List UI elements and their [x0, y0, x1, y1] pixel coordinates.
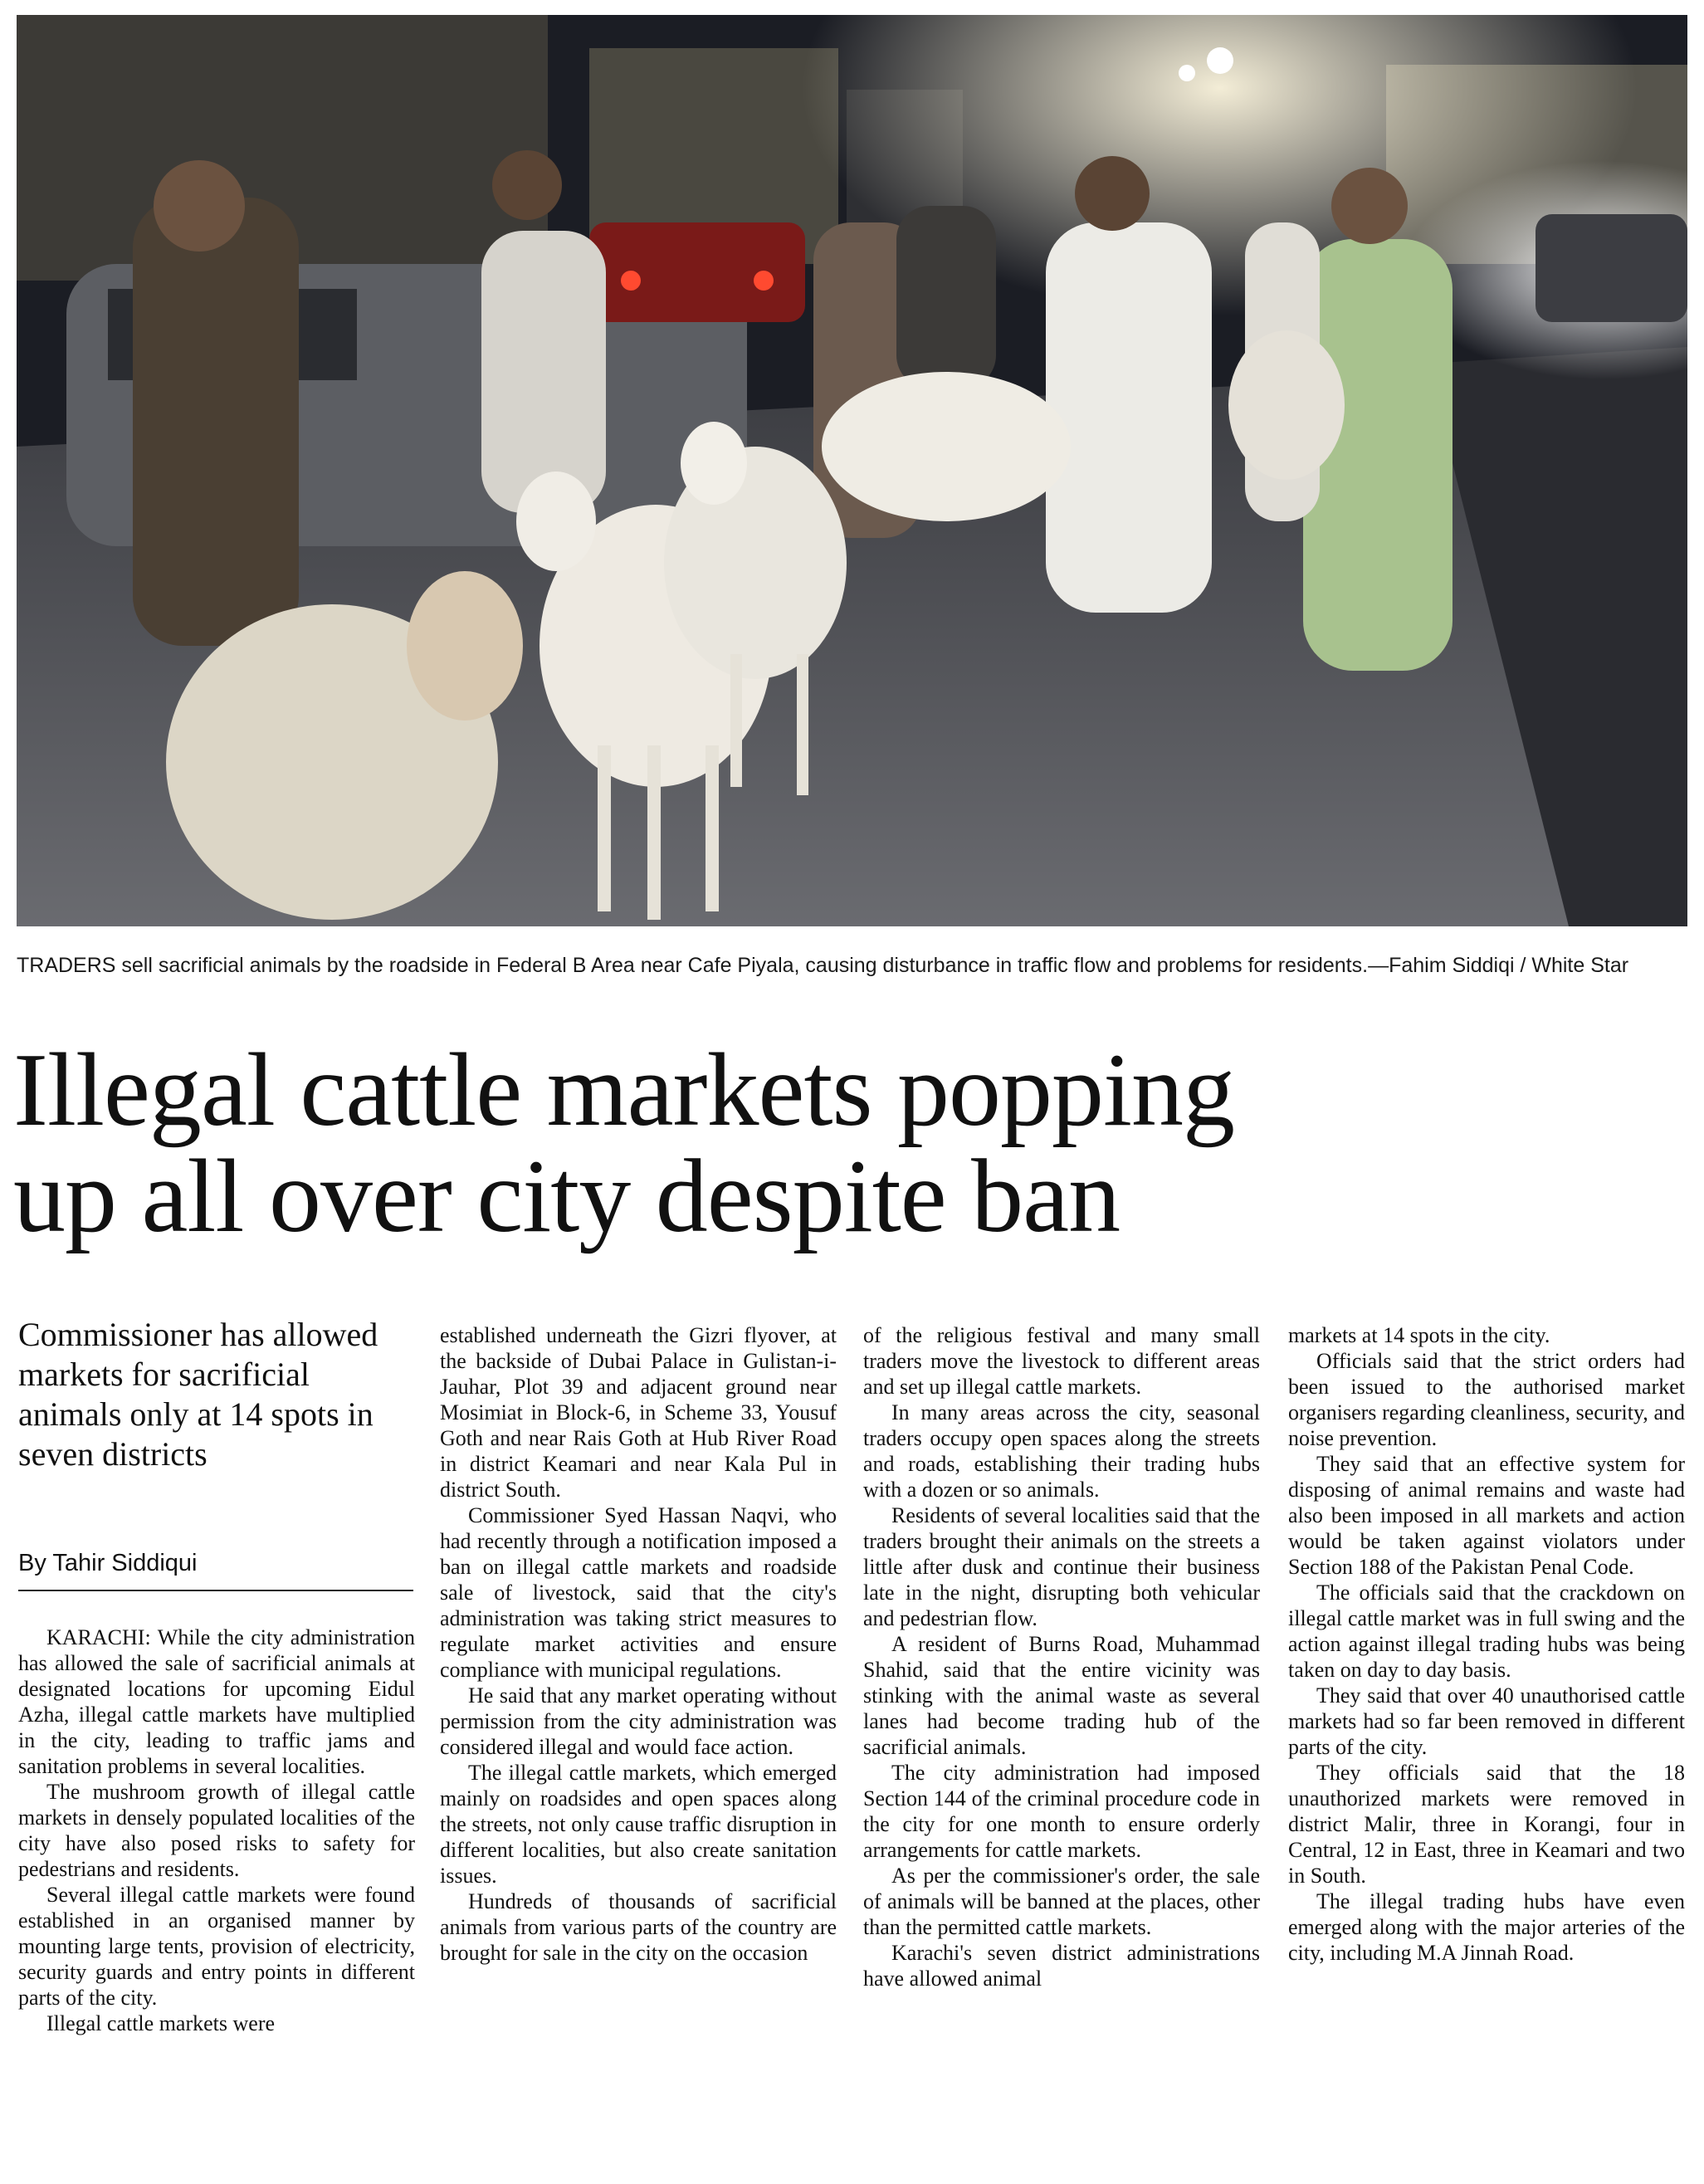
- article-column-1: [18, 1625, 415, 2172]
- headline-line-2: up all over city despite ban: [13, 1139, 1121, 1254]
- paragraph: Several illegal cattle markets were found established in an organised manner by mounting large tents, provision of electricity, security guards and entry points in different parts of the city.: [18, 1883, 415, 2010]
- paragraph-continued: of the religious festival and many small traders move the livestock to different areas and set up illegal cattle markets.: [863, 1323, 1260, 1399]
- paragraph: They said that over 40 unauthorised cattle markets had so far been removed in different parts of the city.: [1288, 1683, 1685, 1759]
- paragraph: The officials said that the crackdown on illegal cattle market was in full swing and the action against illegal trading hubs was being taken on day to day basis.: [1288, 1581, 1685, 1682]
- paragraph: The illegal cattle markets, which emerged mainly on roadsides and open spaces along the streets, not only cause traffic disruption in different localities, but also create sanitation issues.: [440, 1761, 837, 1888]
- paragraph: In many areas across the city, seasonal traders occupy open spaces along the streets and roads, establishing their trading hubs with a dozen or so animals.: [863, 1400, 1260, 1502]
- headline-line-1: Illegal cattle markets popping: [13, 1033, 1234, 1148]
- paragraph: He said that any market operating without permission from the city administration was considered illegal and would face action.: [440, 1683, 837, 1759]
- paragraph: The illegal trading hubs have even emerged along with the major arteries of the city, including M.A Jinnah Road.: [1288, 1889, 1685, 1965]
- night-street-goats-photo: [17, 15, 1687, 926]
- paragraph-continued: markets at 14 spots in the city.: [1288, 1323, 1550, 1347]
- paragraph: Commissioner Syed Hassan Naqvi, who had recently through a notification imposed a ban on illegal cattle markets and roadside sale of livestock, said that the city's administration was taking strict measures to regulate market activities and ensure compliance with municipal regulations.: [440, 1503, 837, 1682]
- paragraph: They said that an effective system for disposing of animal remains and waste had also been imposed in all markets and action would be taken against violators under Section 188 of the Pakistan Penal Code.: [1288, 1452, 1685, 1579]
- headline: [13, 1033, 1690, 1254]
- paragraph: Hundreds of thousands of sacrificial animals from various parts of the country are brought for sale in the city on the occasion: [440, 1889, 837, 1965]
- paragraph: The city administration had imposed Section 144 of the criminal procedure code in the city for one month to ensure orderly arrangements for cattle markets.: [863, 1761, 1260, 1862]
- news-photo: [17, 15, 1687, 926]
- paragraph: They officials said that the 18 unauthorized markets were removed in district Malir, three in Korangi, four in Central, 12 in East, three in Keamari and two in South.: [1288, 1761, 1685, 1888]
- article-column-2: [440, 1322, 837, 2172]
- paragraph: The mushroom growth of illegal cattle markets in densely populated localities of the city have also posed risks to safety for pedestrians and residents.: [18, 1780, 415, 1881]
- photo-caption: TRADERS sell sacrificial animals by the roadside in Federal B Area near Cafe Piyala, causing disturbance in traffic flow and problems for residents.—Fahim Siddiqi / White Star: [17, 954, 1629, 977]
- paragraph: Officials said that the strict orders had been issued to the authorised market organisers regarding cleanliness, security, and noise prevention.: [1288, 1349, 1685, 1450]
- paragraph: Illegal cattle markets were: [46, 2011, 276, 2035]
- paragraph: A resident of Burns Road, Muhammad Shahid, said that the entire vicinity was stinking with the animal waste as several lanes had become trading hub of the sacrificial animals.: [863, 1632, 1260, 1759]
- deck-subheadline: Commissioner has allowed markets for sacrificial animals only at 14 spots in seven districts: [18, 1316, 378, 1473]
- article-column-3: [863, 1322, 1260, 2172]
- paragraph: Residents of several localities said that the traders brought their animals on the streets a little after dusk and continue their business late in the night, disrupting both vehicular and pedestrian flow.: [863, 1503, 1260, 1630]
- byline: By Tahir Siddiqui: [18, 1548, 413, 1591]
- article-column-4: [1288, 1322, 1685, 2172]
- paragraph: KARACHI: While the city administration has allowed the sale of sacrificial animals at designated locations for upcoming Eidul Azha, illegal cattle markets have multiplied in the city, leading to traffic jams and sanitation problems in several localities.: [18, 1625, 415, 1778]
- paragraph: Karachi's seven district administrations have allowed animal: [863, 1941, 1260, 1991]
- paragraph: As per the commissioner's order, the sale of animals will be banned at the places, other than the permitted cattle markets.: [863, 1864, 1260, 1939]
- paragraph-continued: established underneath the Gizri flyover, at the backside of Dubai Palace in Gulistan-i-Jauhar, Plot 39 and adjacent ground near Mosimiat in Block-6, in Scheme 33, Yousuf Goth and near Rais Goth at Hub River Road in district Keamari and near Kala Pul in district South.: [440, 1323, 837, 1502]
